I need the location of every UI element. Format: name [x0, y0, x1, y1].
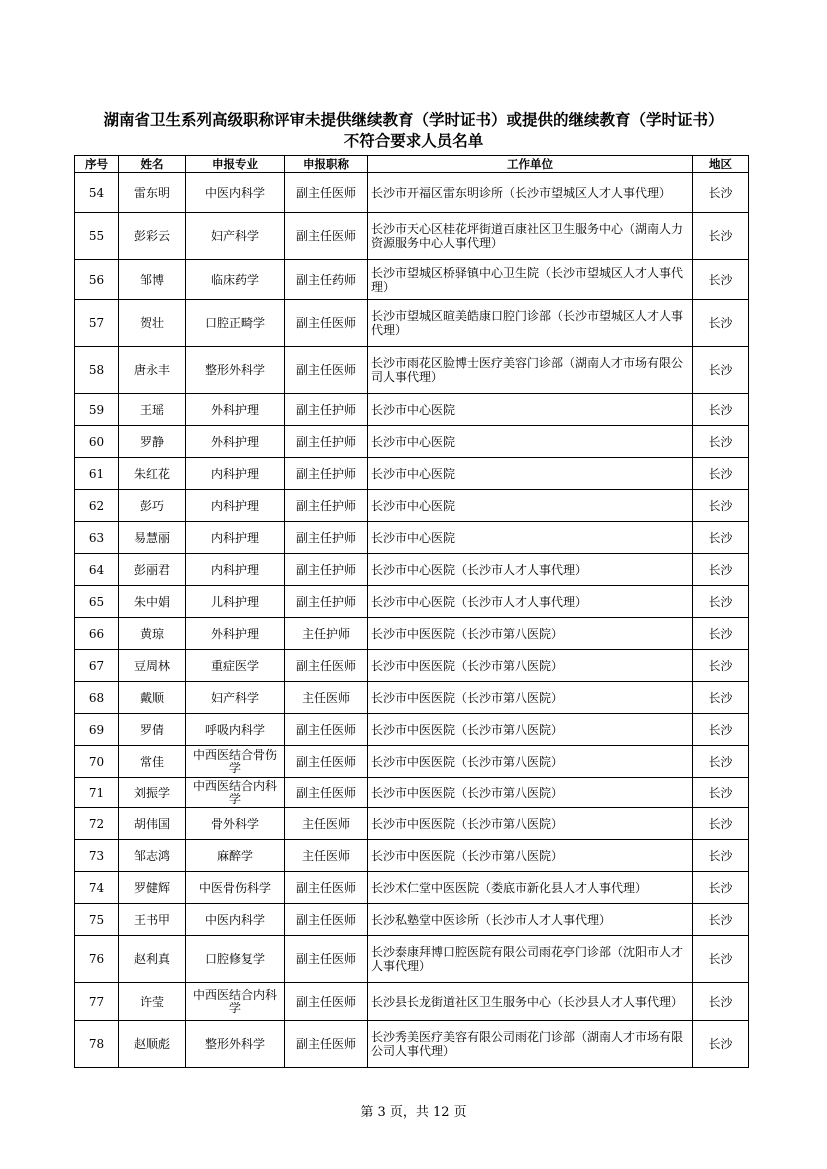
- cell-name: 赵利真: [119, 936, 186, 983]
- cell-seq: 71: [75, 778, 119, 808]
- cell-major: 中西医结合内科学: [186, 983, 285, 1021]
- cell-region: 长沙: [693, 618, 749, 650]
- cell-major: 外科护理: [186, 618, 285, 650]
- table-row: [75, 522, 749, 554]
- cell-unit: 长沙市中医医院（长沙市第八医院）: [368, 714, 693, 746]
- header-unit: 工作单位: [368, 156, 693, 173]
- cell-unit: 长沙市中医医院（长沙市第八医院）: [368, 746, 693, 778]
- cell-region: 长沙: [693, 300, 749, 347]
- cell-unit: 长沙市中心医院（长沙市人才人事代理）: [368, 554, 693, 586]
- table-row: [75, 872, 749, 904]
- cell-seq: 74: [75, 872, 119, 904]
- cell-seq: 78: [75, 1021, 119, 1068]
- cell-rank: 主任医师: [285, 840, 368, 872]
- cell-region: 长沙: [693, 872, 749, 904]
- table-row: [75, 458, 749, 490]
- cell-major: 中医内科学: [186, 904, 285, 936]
- cell-region: 长沙: [693, 682, 749, 714]
- table-header-row: [75, 156, 749, 173]
- cell-seq: 61: [75, 458, 119, 490]
- cell-seq: 77: [75, 983, 119, 1021]
- cell-unit: 长沙市中心医院: [368, 458, 693, 490]
- cell-seq: 57: [75, 300, 119, 347]
- cell-region: 长沙: [693, 983, 749, 1021]
- cell-seq: 58: [75, 347, 119, 394]
- cell-rank: 副主任护师: [285, 554, 368, 586]
- cell-major: 骨外科学: [186, 808, 285, 840]
- cell-major: 外科护理: [186, 394, 285, 426]
- table-row: [75, 840, 749, 872]
- cell-rank: 副主任医师: [285, 872, 368, 904]
- cell-seq: 54: [75, 173, 119, 213]
- table-row: [75, 426, 749, 458]
- cell-unit: 长沙市天心区桂花坪街道百康社区卫生服务中心（湖南人力资源服务中心人事代理）: [368, 213, 693, 260]
- table-row: [75, 347, 749, 394]
- cell-seq: 64: [75, 554, 119, 586]
- cell-unit: 长沙市中心医院: [368, 426, 693, 458]
- table-row: [75, 936, 749, 983]
- cell-region: 长沙: [693, 746, 749, 778]
- cell-seq: 60: [75, 426, 119, 458]
- cell-name: 彭彩云: [119, 213, 186, 260]
- cell-unit: 长沙市中医医院（长沙市第八医院）: [368, 808, 693, 840]
- cell-unit: 长沙秀美医疗美容有限公司雨花门诊部（湖南人才市场有限公司人事代理）: [368, 1021, 693, 1068]
- cell-region: 长沙: [693, 522, 749, 554]
- cell-rank: 副主任护师: [285, 394, 368, 426]
- cell-unit: 长沙术仁堂中医医院（娄底市新化县人才人事代理）: [368, 872, 693, 904]
- cell-name: 王瑶: [119, 394, 186, 426]
- cell-region: 长沙: [693, 1021, 749, 1068]
- cell-rank: 副主任护师: [285, 490, 368, 522]
- cell-major: 重症医学: [186, 650, 285, 682]
- cell-name: 赵顺彪: [119, 1021, 186, 1068]
- cell-major: 中医骨伤科学: [186, 872, 285, 904]
- cell-unit: 长沙市中心医院: [368, 522, 693, 554]
- cell-seq: 75: [75, 904, 119, 936]
- cell-rank: 副主任医师: [285, 936, 368, 983]
- table-row: [75, 746, 749, 778]
- cell-rank: 副主任医师: [285, 173, 368, 213]
- cell-seq: 65: [75, 586, 119, 618]
- cell-name: 朱红花: [119, 458, 186, 490]
- cell-seq: 59: [75, 394, 119, 426]
- table-row: [75, 554, 749, 586]
- cell-major: 外科护理: [186, 426, 285, 458]
- cell-seq: 56: [75, 260, 119, 300]
- cell-rank: 副主任药师: [285, 260, 368, 300]
- cell-unit: 长沙市望城区暄美皓康口腔门诊部（长沙市望城区人才人事代理）: [368, 300, 693, 347]
- cell-region: 长沙: [693, 394, 749, 426]
- table-row: [75, 904, 749, 936]
- cell-seq: 67: [75, 650, 119, 682]
- header-major: 申报专业: [186, 156, 285, 173]
- table-row: [75, 778, 749, 808]
- cell-name: 豆周林: [119, 650, 186, 682]
- cell-unit: 长沙县长龙街道社区卫生服务中心（长沙县人才人事代理）: [368, 983, 693, 1021]
- cell-rank: 副主任医师: [285, 300, 368, 347]
- cell-region: 长沙: [693, 936, 749, 983]
- cell-region: 长沙: [693, 347, 749, 394]
- cell-region: 长沙: [693, 840, 749, 872]
- table-row: [75, 260, 749, 300]
- cell-major: 临床药学: [186, 260, 285, 300]
- cell-seq: 63: [75, 522, 119, 554]
- cell-major: 妇产科学: [186, 213, 285, 260]
- page-footer: 第 3 页，共 12 页: [360, 1105, 467, 1120]
- cell-seq: 68: [75, 682, 119, 714]
- table-row: [75, 808, 749, 840]
- cell-region: 长沙: [693, 426, 749, 458]
- cell-region: 长沙: [693, 260, 749, 300]
- cell-name: 罗健辉: [119, 872, 186, 904]
- cell-region: 长沙: [693, 904, 749, 936]
- cell-major: 呼吸内科学: [186, 714, 285, 746]
- cell-name: 罗倩: [119, 714, 186, 746]
- cell-rank: 副主任医师: [285, 746, 368, 778]
- header-rank: 申报职称: [285, 156, 368, 173]
- cell-unit: 长沙私塾堂中医诊所（长沙市人才人事代理）: [368, 904, 693, 936]
- table-row: [75, 618, 749, 650]
- cell-seq: 66: [75, 618, 119, 650]
- table-row: [75, 213, 749, 260]
- table-row: [75, 394, 749, 426]
- cell-unit: 长沙市中心医院: [368, 490, 693, 522]
- table-row: [75, 983, 749, 1021]
- cell-unit: 长沙市中医医院（长沙市第八医院）: [368, 650, 693, 682]
- cell-region: 长沙: [693, 490, 749, 522]
- cell-rank: 副主任医师: [285, 904, 368, 936]
- cell-name: 罗静: [119, 426, 186, 458]
- header-seq: 序号: [75, 156, 119, 173]
- cell-region: 长沙: [693, 808, 749, 840]
- cell-seq: 69: [75, 714, 119, 746]
- cell-unit: 长沙市开福区雷东明诊所（长沙市望城区人才人事代理）: [368, 173, 693, 213]
- cell-region: 长沙: [693, 213, 749, 260]
- cell-unit: 长沙市中医医院（长沙市第八医院）: [368, 778, 693, 808]
- cell-rank: 副主任医师: [285, 650, 368, 682]
- cell-seq: 76: [75, 936, 119, 983]
- cell-rank: 副主任护师: [285, 458, 368, 490]
- table-row: [75, 300, 749, 347]
- cell-name: 邹志鸿: [119, 840, 186, 872]
- cell-name: 邹博: [119, 260, 186, 300]
- cell-unit: 长沙市中医医院（长沙市第八医院）: [368, 840, 693, 872]
- cell-rank: 副主任医师: [285, 983, 368, 1021]
- cell-rank: 副主任医师: [285, 1021, 368, 1068]
- cell-name: 朱中娟: [119, 586, 186, 618]
- cell-name: 胡伟国: [119, 808, 186, 840]
- cell-major: 整形外科学: [186, 1021, 285, 1068]
- cell-rank: 副主任医师: [285, 213, 368, 260]
- cell-unit: 长沙市望城区桥驿镇中心卫生院（长沙市望城区人才人事代理）: [368, 260, 693, 300]
- cell-name: 易慧丽: [119, 522, 186, 554]
- cell-rank: 副主任护师: [285, 522, 368, 554]
- cell-name: 黄琼: [119, 618, 186, 650]
- cell-region: 长沙: [693, 714, 749, 746]
- cell-name: 刘振学: [119, 778, 186, 808]
- document-title-line-2: 不符合要求人员名单: [343, 132, 484, 150]
- cell-rank: 副主任护师: [285, 426, 368, 458]
- cell-region: 长沙: [693, 554, 749, 586]
- cell-region: 长沙: [693, 650, 749, 682]
- cell-major: 中西医结合骨伤学: [186, 746, 285, 778]
- cell-region: 长沙: [693, 458, 749, 490]
- cell-name: 雷东明: [119, 173, 186, 213]
- cell-unit: 长沙市中心医院: [368, 394, 693, 426]
- cell-seq: 70: [75, 746, 119, 778]
- cell-major: 口腔修复学: [186, 936, 285, 983]
- cell-unit: 长沙市中心医院（长沙市人才人事代理）: [368, 586, 693, 618]
- cell-rank: 主任医师: [285, 682, 368, 714]
- cell-rank: 副主任医师: [285, 778, 368, 808]
- cell-major: 内科护理: [186, 522, 285, 554]
- table-row: [75, 586, 749, 618]
- cell-major: 内科护理: [186, 490, 285, 522]
- cell-major: 麻醉学: [186, 840, 285, 872]
- personnel-table: [74, 155, 749, 1068]
- cell-region: 长沙: [693, 173, 749, 213]
- cell-rank: 主任护师: [285, 618, 368, 650]
- cell-rank: 主任医师: [285, 808, 368, 840]
- cell-unit: 长沙泰康拜博口腔医院有限公司雨花亭门诊部（沈阳市人才人事代理）: [368, 936, 693, 983]
- cell-major: 内科护理: [186, 458, 285, 490]
- cell-name: 彭丽君: [119, 554, 186, 586]
- cell-seq: 55: [75, 213, 119, 260]
- cell-unit: 长沙市中医医院（长沙市第八医院）: [368, 618, 693, 650]
- table-row: [75, 173, 749, 213]
- cell-seq: 73: [75, 840, 119, 872]
- cell-major: 口腔正畸学: [186, 300, 285, 347]
- cell-seq: 62: [75, 490, 119, 522]
- cell-region: 长沙: [693, 586, 749, 618]
- cell-name: 唐永丰: [119, 347, 186, 394]
- cell-unit: 长沙市中医医院（长沙市第八医院）: [368, 682, 693, 714]
- cell-major: 儿科护理: [186, 586, 285, 618]
- cell-name: 贺壮: [119, 300, 186, 347]
- cell-unit: 长沙市雨花区脸博士医疗美容门诊部（湖南人才市场有限公司人事代理）: [368, 347, 693, 394]
- cell-name: 彭巧: [119, 490, 186, 522]
- cell-major: 整形外科学: [186, 347, 285, 394]
- document-title-line-1: 湖南省卫生系列高级职称评审未提供继续教育（学时证书）或提供的继续教育（学时证书）: [103, 111, 724, 129]
- header-name: 姓名: [119, 156, 186, 173]
- cell-seq: 72: [75, 808, 119, 840]
- cell-rank: 副主任医师: [285, 714, 368, 746]
- cell-major: 内科护理: [186, 554, 285, 586]
- cell-major: 中西医结合内科学: [186, 778, 285, 808]
- table-body: [75, 173, 749, 1068]
- cell-name: 王书甲: [119, 904, 186, 936]
- cell-name: 戴顺: [119, 682, 186, 714]
- table-row: [75, 490, 749, 522]
- table-row: [75, 1021, 749, 1068]
- cell-region: 长沙: [693, 778, 749, 808]
- table-row: [75, 714, 749, 746]
- cell-rank: 副主任护师: [285, 586, 368, 618]
- cell-major: 妇产科学: [186, 682, 285, 714]
- table-row: [75, 682, 749, 714]
- cell-rank: 副主任医师: [285, 347, 368, 394]
- cell-name: 常佳: [119, 746, 186, 778]
- cell-name: 许莹: [119, 983, 186, 1021]
- table-row: [75, 650, 749, 682]
- cell-major: 中医内科学: [186, 173, 285, 213]
- header-region: 地区: [693, 156, 749, 173]
